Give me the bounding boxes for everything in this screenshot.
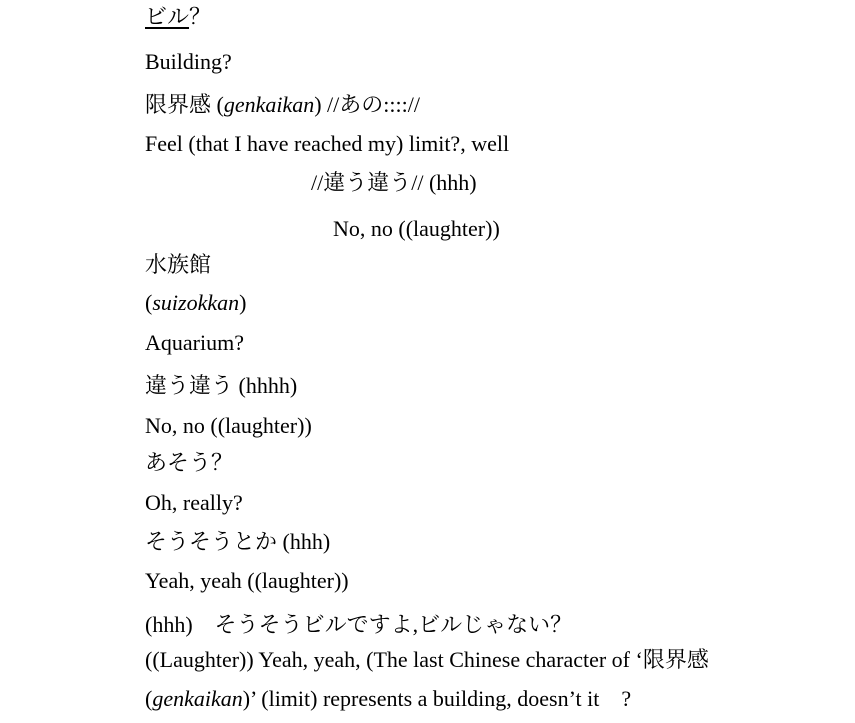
translation-line: [145, 568, 349, 594]
line-text: 違う違う (hhhh): [145, 373, 298, 398]
line-text: No, no ((laughter)): [333, 216, 500, 241]
utterance-line: [145, 612, 572, 638]
line-text: ((Laughter)) Yeah, yeah, (The last Chinese character of ‘限界感: [145, 647, 709, 672]
line-text: No, no ((laughter)): [145, 413, 312, 438]
line-text: Building?: [145, 49, 232, 74]
line-text: (: [145, 290, 153, 315]
translation-line: [145, 49, 232, 75]
utterance-line: [145, 373, 297, 399]
translation-line: [145, 290, 246, 316]
translation-line: [145, 490, 243, 516]
translation-line: [145, 330, 244, 356]
line-text: 水族館: [145, 252, 212, 277]
line-text: //違う違う// (hhh): [311, 170, 477, 195]
translation-line: [333, 216, 500, 242]
romanization-text: suizokkan: [152, 290, 240, 315]
utterance-line: [145, 529, 330, 555]
line-text: )’ (limit) represents a building, doesn’t it ?: [242, 686, 632, 711]
line-text: Oh, really?: [145, 490, 243, 515]
utterance-line: [145, 4, 211, 30]
utterance-line: [145, 450, 233, 476]
romanization-text: genkaikan: [223, 92, 315, 117]
line-text: Aquarium?: [145, 330, 244, 355]
line-text: ): [239, 290, 247, 315]
line-text: (hhh) そうそうビルですよ,ビルじゃない？: [145, 612, 573, 637]
line-text: ) //あの:::://: [314, 92, 420, 117]
translation-line: [145, 413, 312, 439]
line-text: Feel (that I have reached my) limit?, well: [145, 131, 510, 156]
line-text: 限界感 (: [145, 92, 224, 117]
translation-line: [145, 686, 631, 712]
utterance-line: [145, 92, 420, 118]
utterance-line: [311, 170, 477, 196]
line-text: そうそうとか (hhh): [145, 529, 331, 554]
line-text: (: [145, 686, 153, 711]
translation-line: [145, 131, 509, 157]
translation-line: [145, 647, 709, 673]
utterance-line: [145, 252, 211, 278]
line-text: ビル: [145, 4, 190, 29]
line-text: Yeah, yeah ((laughter)): [145, 568, 349, 593]
line-text: ？: [189, 4, 212, 29]
line-text: あそう？: [145, 450, 234, 475]
romanization-text: genkaikan: [152, 686, 243, 711]
